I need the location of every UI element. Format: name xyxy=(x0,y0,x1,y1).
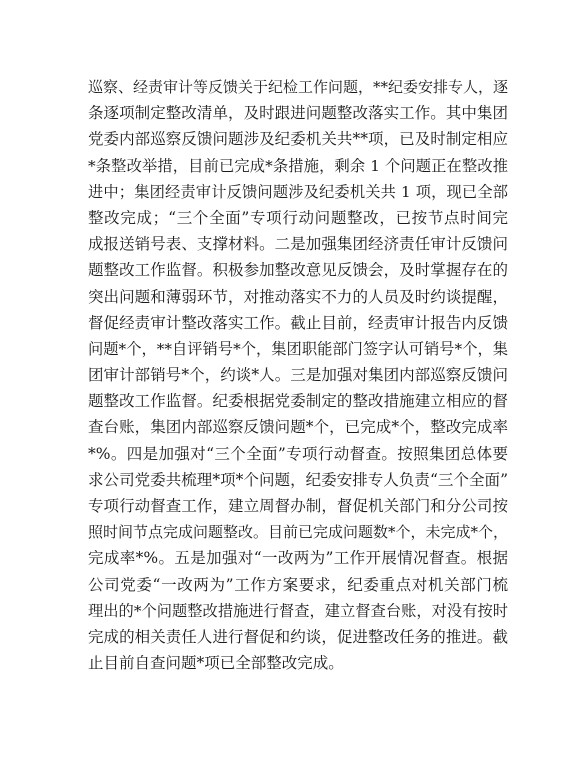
text-line: 照时间节点完成问题整改。目前已完成问题数*个，未完成*个， xyxy=(88,523,509,542)
text-line: *%。四是加强对“三个全面”专项行动督查。按照集团总体要 xyxy=(88,444,508,463)
text-line: 专项行动督查工作，建立周督办制，督促机关部门和分公司按 xyxy=(88,497,508,515)
text-line: 条逐项制定整改清单，及时跟进问题整改落实工作。其中集团 xyxy=(88,104,508,123)
text-line: 题整改工作监督。积极参加整改意见反馈会，及时掌握存在的 xyxy=(88,261,508,280)
text-line: 公司党委“一改两为”工作方案要求，纪委重点对机关部门梳 xyxy=(88,575,508,594)
text-line: 突出问题和薄弱环节，对推动落实不力的人员及时约谈提醒， xyxy=(88,287,508,306)
body-paragraph xyxy=(88,74,508,676)
text-line: *条整改举措，目前已完成*条措施，剩余 1 个问题正在整改推 xyxy=(88,156,508,175)
text-line: 完成率*%。五是加强对“一改两为”工作开展情况督查。根据 xyxy=(88,549,508,568)
text-line: 查台账，集团内部巡察反馈问题*个，已完成*个，整改完成率 xyxy=(88,418,508,437)
text-line: 止目前自查问题*项已全部整改完成。 xyxy=(88,654,344,673)
text-line: 完成的相关责任人进行督促和约谈，促进整改任务的推进。截 xyxy=(88,627,508,646)
text-line: 整改完成；“三个全面”专项行动问题整改，已按节点时间完 xyxy=(88,208,508,227)
text-line: 成报送销号表、支撑材料。二是加强集团经济责任审计反馈问 xyxy=(88,235,508,254)
text-line: 理出的*个问题整改措施进行督查，建立督查台账，对没有按时 xyxy=(88,601,508,620)
text-line: 党委内部巡察反馈问题涉及纪委机关共**项，已及时制定相应 xyxy=(88,130,508,149)
text-line: 问题*个，**自评销号*个，集团职能部门签字认可销号*个，集 xyxy=(88,339,508,358)
text-line: 进中；集团经责审计反馈问题涉及纪委机关共 1 项，现已全部 xyxy=(88,182,508,201)
text-line: 题整改工作监督。纪委根据党委制定的整改措施建立相应的督 xyxy=(88,392,508,411)
text-line: 团审计部销号*个，约谈*人。三是加强对集团内部巡察反馈问 xyxy=(88,366,508,385)
text-line: 求公司党委共梳理*项*个问题，纪委安排专人负责“三个全面” xyxy=(88,470,508,489)
text-line: 督促经责审计整改落实工作。截止目前，经责审计报告内反馈 xyxy=(88,313,508,332)
text-line: 巡察、经责审计等反馈关于纪检工作问题，**纪委安排专人，逐 xyxy=(88,78,509,96)
